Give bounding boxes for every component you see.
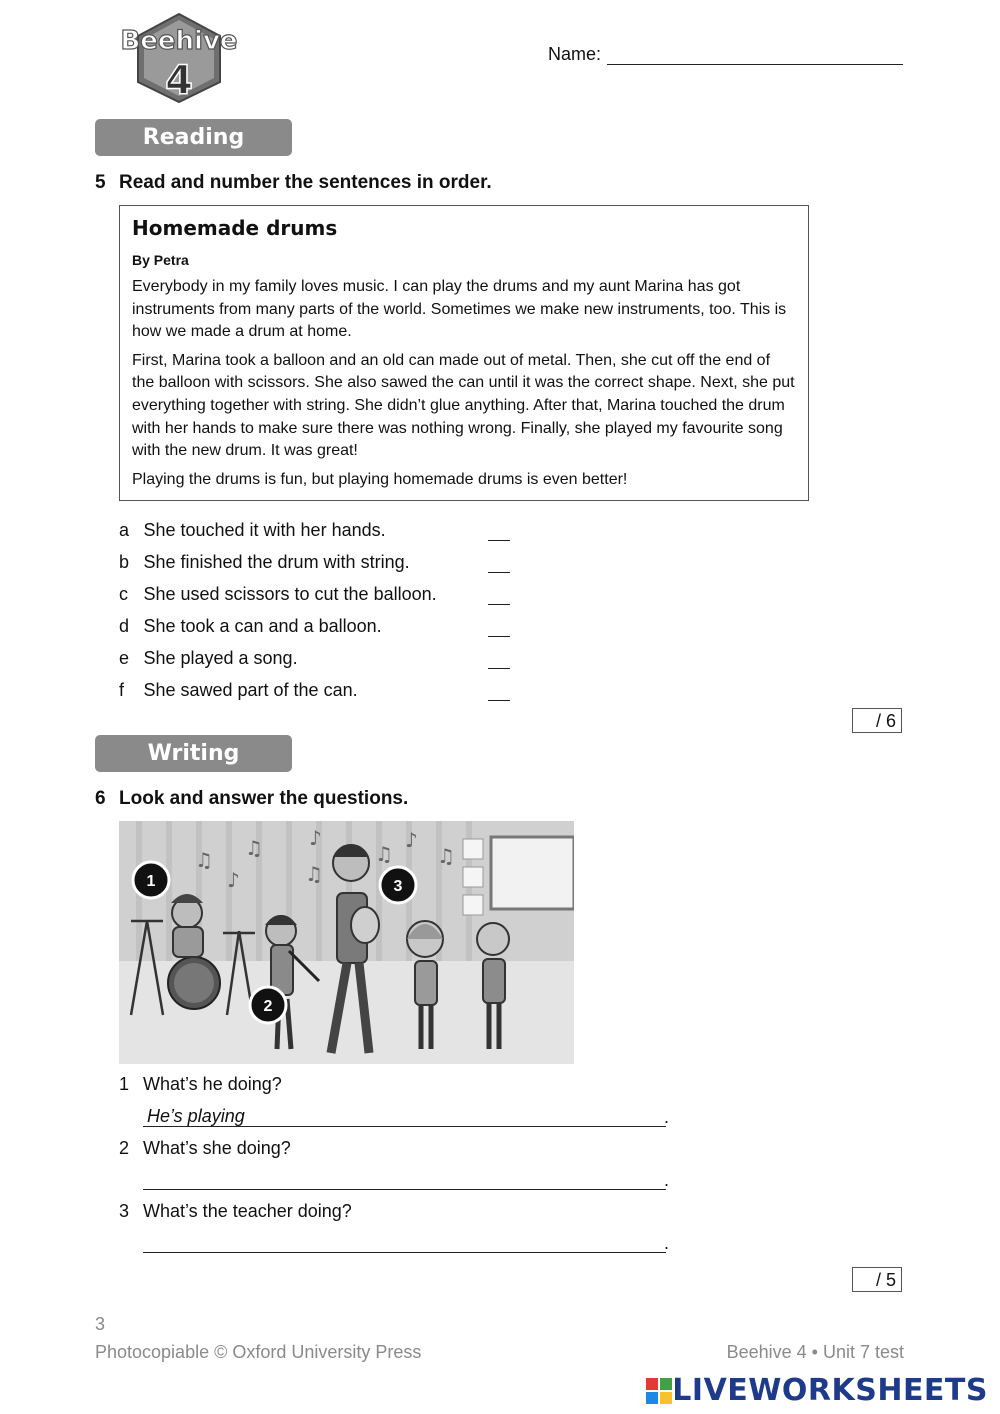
marker-label: 2 [263,998,273,1015]
order-answer-a[interactable] [488,540,510,541]
order-item-a [119,520,386,541]
story-paragraph: Playing the drums is fun, but playing homemade drums is even better! [132,470,628,488]
logo-word: Beehive [120,26,238,56]
beehive-logo [112,12,246,104]
svg-text:♫: ♫ [375,842,393,866]
brand-name: LIVEWORKSHEETS [672,1373,988,1408]
question-6-instruction: Look and answer the questions. [119,788,409,809]
order-answer-d[interactable] [488,636,510,637]
writing-question-text: What’s the teacher doing? [143,1201,352,1221]
order-answer-b[interactable] [488,572,510,573]
svg-text:♪: ♪ [405,828,418,852]
picture-marker-3 [380,867,416,903]
picture-marker-1 [133,862,169,898]
item-letter: f [119,680,125,700]
item-text: She touched it with her hands. [143,520,386,540]
item-letter: e [119,648,130,668]
classroom-music-picture [119,821,574,1064]
writing-score-box: / 5 [852,1267,902,1292]
reading-banner: Reading [95,119,292,156]
order-item-f [119,680,358,701]
svg-text:♪: ♪ [227,868,240,892]
story-author: By Petra [132,252,189,268]
line-end-dot: . [664,1170,670,1190]
item-text: She took a can and a balloon. [143,616,382,636]
marker-label: 3 [393,878,403,895]
question-6-number: 6 [95,788,106,809]
order-item-e [119,648,298,669]
name-label: Name: [548,44,602,64]
unit-label: Beehive 4 • Unit 7 test [726,1342,904,1362]
writing-question-text: What’s she doing? [143,1138,291,1158]
svg-text:♫: ♫ [437,844,455,868]
answer-line-3[interactable] [143,1252,666,1253]
item-text: She used scissors to cut the balloon. [143,584,437,604]
liveworksheets-brand [646,1373,988,1408]
marker-label: 1 [146,873,156,890]
copyright-text: Photocopiable © Oxford University Press [95,1342,422,1362]
story-title: Homemade drums [132,216,338,240]
picture-marker-2 [250,987,286,1023]
answer-line-2[interactable] [143,1189,666,1190]
order-item-d [119,616,382,637]
item-text: She finished the drum with string. [143,552,410,572]
writing-question-number: 1 [119,1074,130,1094]
item-letter: b [119,552,130,572]
question-5-instruction: Read and number the sentences in order. [119,172,492,193]
name-input-line[interactable] [607,64,903,65]
reading-text-box [119,205,809,501]
writing-question-number: 3 [119,1201,130,1221]
svg-text:♫: ♫ [245,836,263,860]
item-text: She sawed part of the can. [143,680,358,700]
story-paragraph: Everybody in my family loves music. I can play the drums and my aunt Marina has got instruments from many parts of the world. Sometimes we make new instruments, too. This is how we made a drum at home. [132,278,787,341]
svg-text:♫: ♫ [305,862,323,886]
order-item-b [119,552,410,573]
svg-text:♫: ♫ [195,848,213,872]
item-letter: c [119,584,128,604]
example-answer: He’s playing [147,1106,245,1126]
reading-score-box: / 6 [852,708,902,733]
story-paragraph: First, Marina took a balloon and an old can made out of metal. Then, she cut off the end of the balloon with scissors. She also sawed the can until it was the correct shape. Next, she put everything together with string. She didn’t glue anything. After that, Marina touched the drum with her hands to make sure there was nothing wrong. Finally, she played my favourite song with the new drum. It was great! [132,351,795,460]
order-answer-f[interactable] [488,700,510,701]
line-end-dot: . [664,1233,670,1253]
order-item-c [119,584,437,605]
writing-question-number: 2 [119,1138,130,1158]
liveworksheets-icon [646,1378,672,1404]
item-text: She played a song. [143,648,298,668]
writing-question-text: What’s he doing? [143,1074,282,1094]
svg-text:♪: ♪ [309,826,322,850]
writing-banner: Writing [95,735,292,772]
order-answer-c[interactable] [488,604,510,605]
line-end-dot: . [664,1107,670,1127]
item-letter: a [119,520,130,540]
order-answer-e[interactable] [488,668,510,669]
answer-line-1[interactable] [143,1126,666,1127]
logo-number: 4 [165,58,193,104]
page-number: 3 [95,1314,106,1334]
question-5-number: 5 [95,172,106,193]
item-letter: d [119,616,130,636]
